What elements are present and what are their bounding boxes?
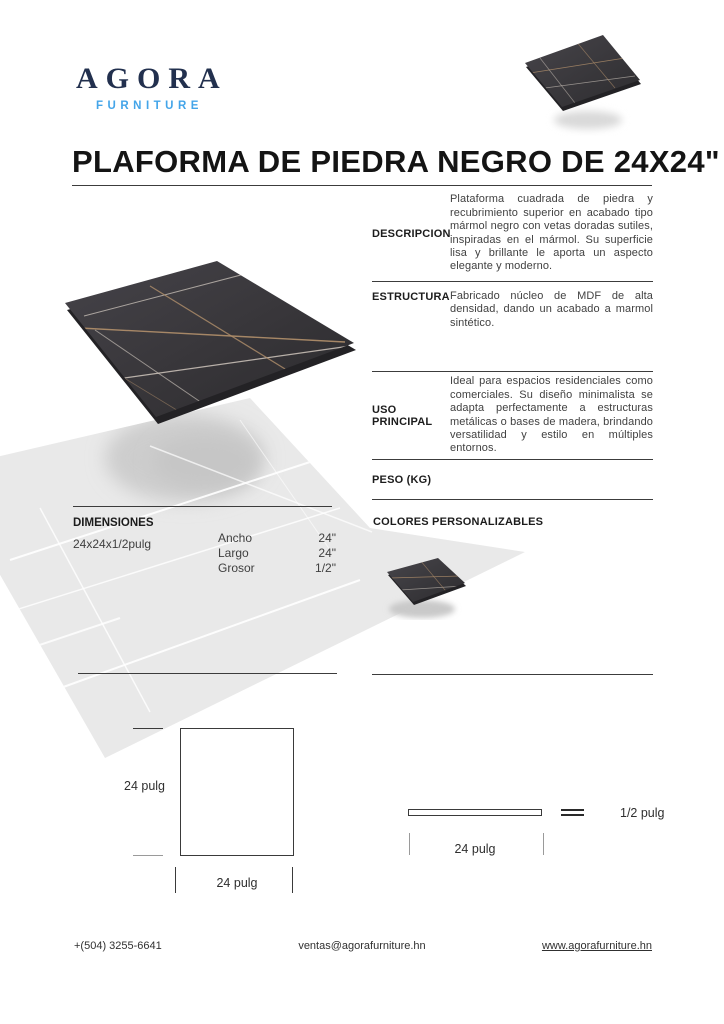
- front-height-label: 24 pulg: [124, 779, 166, 793]
- peso-value: [450, 473, 653, 487]
- side-view-drawing: [408, 809, 542, 816]
- front-top-tick: [133, 728, 163, 729]
- dim-value: 24": [318, 546, 336, 560]
- estructura-text: Fabricado núcleo de MDF de alta densidad, dando un acabado a marmol sintético.: [450, 290, 653, 329]
- dim-value: 24": [318, 531, 336, 545]
- dim-name: Grosor: [218, 561, 255, 575]
- side-width-label: 24 pulg: [454, 842, 496, 856]
- descripcion-text: Plataforma cuadrada de piedra y recubrimiento superior en acabado tipo mármol negro con vetas doradas sutiles, inspiradas en el mármol. Su superficie lisa y brillante le aporta un aspecto elegante y moderno.: [450, 193, 653, 273]
- front-bottom-tick: [133, 855, 163, 856]
- color-option-top-face: [387, 558, 465, 602]
- thumbnail-shadow: [554, 111, 622, 129]
- footer-website-link[interactable]: www.agorafurniture.hn: [541, 940, 652, 952]
- spec-row-estructura: [372, 282, 653, 372]
- equals-icon: [561, 809, 584, 811]
- brand-logo: AGORA: [76, 62, 228, 95]
- side-thickness-label: 1/2 pulg: [620, 806, 665, 820]
- table-row: [218, 546, 336, 561]
- page-title: PLAFORMA DE PIEDRA NEGRO DE 24X24": [72, 144, 720, 179]
- spec-column: [372, 186, 653, 500]
- front-width-label: 24 pulg: [216, 876, 258, 890]
- uso-principal-label: USO PRINCIPAL: [372, 403, 433, 428]
- footer-phone: +(504) 3255-6641: [74, 940, 162, 952]
- side-right-tick: [543, 833, 544, 855]
- dimensions-table: [218, 531, 336, 576]
- dim-name: Ancho: [218, 531, 253, 545]
- dimensions-summary: 24x24x1/2pulg: [73, 537, 152, 551]
- footer-email: ventas@agorafurniture.hn: [298, 940, 426, 952]
- right-column-bottom-rule: [372, 674, 653, 675]
- front-view-drawing: [180, 728, 294, 856]
- spec-row-descripcion: [372, 186, 653, 282]
- product-thumbnail-image: [505, 28, 665, 136]
- front-left-tick: [175, 867, 176, 893]
- equals-icon: [561, 814, 584, 816]
- peso-label: PESO (KG): [372, 473, 432, 486]
- color-option-image: [375, 548, 485, 620]
- dim-name: Largo: [218, 546, 249, 560]
- spec-row-uso-principal: [372, 372, 653, 460]
- estructura-label: ESTRUCTURA: [372, 291, 450, 303]
- spec-row-peso: [372, 460, 653, 500]
- uso-principal-text: Ideal para espacios residenciales como comerciales. Su diseño minimalista se adapta perfectamente a estructuras metálicas o bases de madera, brindando versatilidad y estilo en múltiples entornos.: [450, 375, 653, 455]
- dimensions-bottom-rule: [78, 673, 337, 674]
- table-row: [218, 561, 336, 576]
- color-option-shadow: [389, 600, 455, 618]
- dimensions-top-rule: [73, 506, 332, 507]
- colores-personalizables-label: COLORES PERSONALIZABLES: [373, 516, 544, 528]
- descripcion-label: DESCRIPCION: [372, 227, 451, 240]
- table-row: [218, 531, 336, 546]
- dimensions-label: DIMENSIONES: [73, 517, 154, 529]
- brand-tagline: FURNITURE: [96, 100, 203, 112]
- dim-value: 1/2": [315, 561, 336, 575]
